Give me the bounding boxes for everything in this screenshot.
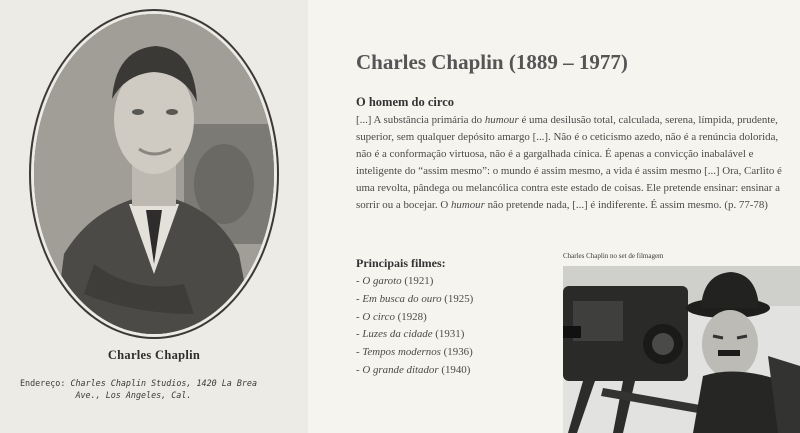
studio-address bbox=[20, 378, 305, 401]
film-item: - Em busca do ouro (1925) bbox=[356, 292, 474, 305]
film-item: - Tempos modernos (1936) bbox=[356, 346, 473, 359]
film-title: O garoto bbox=[362, 275, 402, 287]
film-year: (1940) bbox=[441, 363, 471, 376]
set-photo-caption: Charles Chaplin no set de filmagem bbox=[563, 252, 664, 260]
film-title: Em busca do ouro bbox=[362, 292, 442, 305]
quote-emphasis: humour bbox=[484, 114, 519, 126]
film-title: Luzes da cidade bbox=[362, 328, 433, 341]
section-heading: O homem do circo bbox=[356, 95, 455, 109]
quote-part: não pretende nada, [...] é indiferente. É assim mesmo. (p. 77-78) bbox=[484, 199, 768, 211]
article-title: Charles Chaplin (1889 – 1977) bbox=[356, 50, 628, 74]
portrait-caption: Charles Chaplin bbox=[107, 348, 201, 362]
film-item: - O garoto (1921) bbox=[356, 275, 434, 287]
film-title: O grande ditador bbox=[362, 363, 439, 376]
address-line-2: Ave., Los Angeles, Cal. bbox=[75, 389, 192, 400]
quote-emphasis: humour bbox=[450, 199, 485, 211]
film-set-illustration bbox=[563, 266, 800, 433]
films-list bbox=[356, 273, 473, 380]
portrait-illustration bbox=[34, 14, 274, 334]
films-heading: Principais filmes: bbox=[356, 256, 446, 270]
chaplin-portrait-photo bbox=[34, 14, 274, 334]
address-label: Endereço: bbox=[20, 378, 66, 388]
film-title: O circo bbox=[362, 310, 395, 323]
film-title: Tempos modernos bbox=[362, 346, 441, 359]
film-item: - Luzes da cidade (1931) bbox=[356, 328, 465, 341]
film-item: - O circo (1928) bbox=[356, 310, 427, 323]
film-year: (1925) bbox=[444, 292, 474, 305]
quote-paragraph bbox=[356, 112, 786, 214]
film-year: (1931) bbox=[435, 328, 465, 341]
quote-part: é uma desilusão total, calculada, serena, límpida, prudente, superior, sem qualquer depósito amargo [...]. Não é o ceticismo azedo, não é a renúncia dolorida, não é a conformação virtuosa, não é a gargalhada cínica. É apenas a convicção inabalável e inteligente do “assim mesmo”: o mundo é assim mesmo, a vida é assim mesmo [...] Ora, Carlito é uma revolta, pândega ou melancólica contra este estado de coisas. Ele pretende ensinar: ensinar a sorrir ou a bocejar. O bbox=[356, 114, 782, 211]
film-year: (1921) bbox=[404, 275, 434, 287]
film-year: (1936) bbox=[443, 346, 473, 359]
address-line-1: Charles Chaplin Studios, 1420 La Brea bbox=[70, 378, 257, 388]
film-set-photo bbox=[563, 266, 800, 433]
film-item: - O grande ditador (1940) bbox=[356, 363, 471, 376]
portrait-panel bbox=[0, 0, 308, 433]
quote-part: [...] A substância primária do bbox=[356, 114, 485, 126]
film-year: (1928) bbox=[397, 310, 427, 323]
